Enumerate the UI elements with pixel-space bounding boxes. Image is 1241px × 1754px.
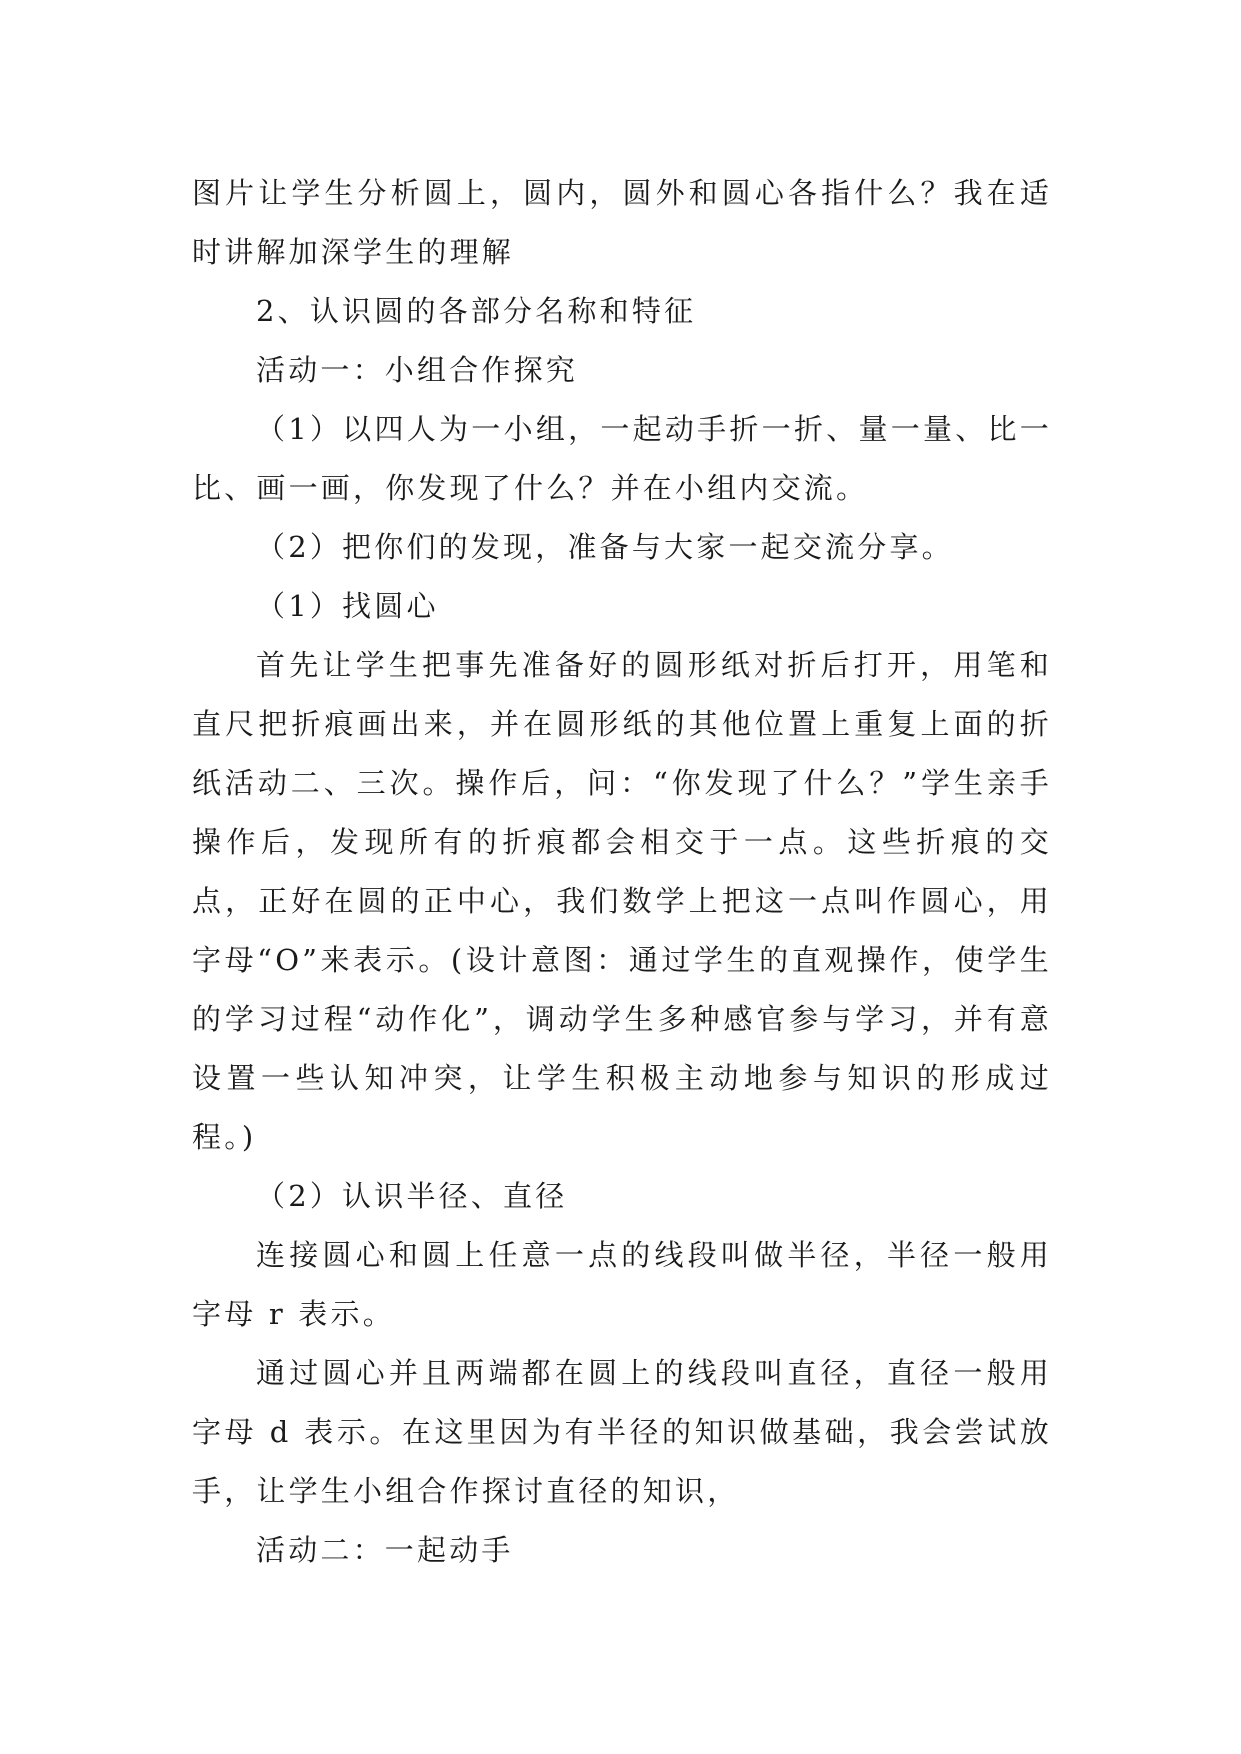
document-page	[192, 164, 1052, 1580]
activity-two-heading: 活动二：一起动手	[256, 1533, 514, 1567]
subheading-radius-diameter: （2）认识半径、直径	[256, 1179, 568, 1213]
subheading-find-center: （1）找圆心	[256, 589, 439, 623]
activity-one-step-1: （1）以四人为一小组，一起动手折一折、量一量、比一比、画一画，你发现了什么？并在小组内交流。	[192, 412, 1052, 505]
activity-one-heading: 活动一：小组合作探究	[256, 353, 579, 387]
activity-one-step-2: （2）把你们的发现，准备与大家一起交流分享。	[256, 530, 954, 564]
paragraph-find-center: 首先让学生把事先准备好的圆形纸对折后打开，用笔和直尺把折痕画出来，并在圆形纸的其他位置上重复上面的折纸活动二、三次。操作后，问：“你发现了什么？”学生亲手操作后，发现所有的折痕都会相交于一点。这些折痕的交点，正好在圆的正中心，我们数学上把这一点叫作圆心，用字母“O”来表示。(设计意图：通过学生的直观操作，使学生的学习过程“动作化”，调动学生多种感官参与学习，并有意设置一些认知冲突，让学生积极主动地参与知识的形成过程。)	[192, 648, 1052, 1154]
section-heading-circle-parts: 2、认识圆的各部分名称和特征	[256, 294, 697, 328]
paragraph-radius: 连接圆心和圆上任意一点的线段叫做半径，半径一般用字母 r 表示。	[192, 1238, 1052, 1331]
paragraph-intro-continuation: 图片让学生分析圆上，圆内，圆外和圆心各指什么？我在适时讲解加深学生的理解	[192, 176, 1052, 269]
paragraph-diameter: 通过圆心并且两端都在圆上的线段叫直径，直径一般用字母 d 表示。在这里因为有半径的知识做基础，我会尝试放手，让学生小组合作探讨直径的知识，	[192, 1356, 1052, 1508]
